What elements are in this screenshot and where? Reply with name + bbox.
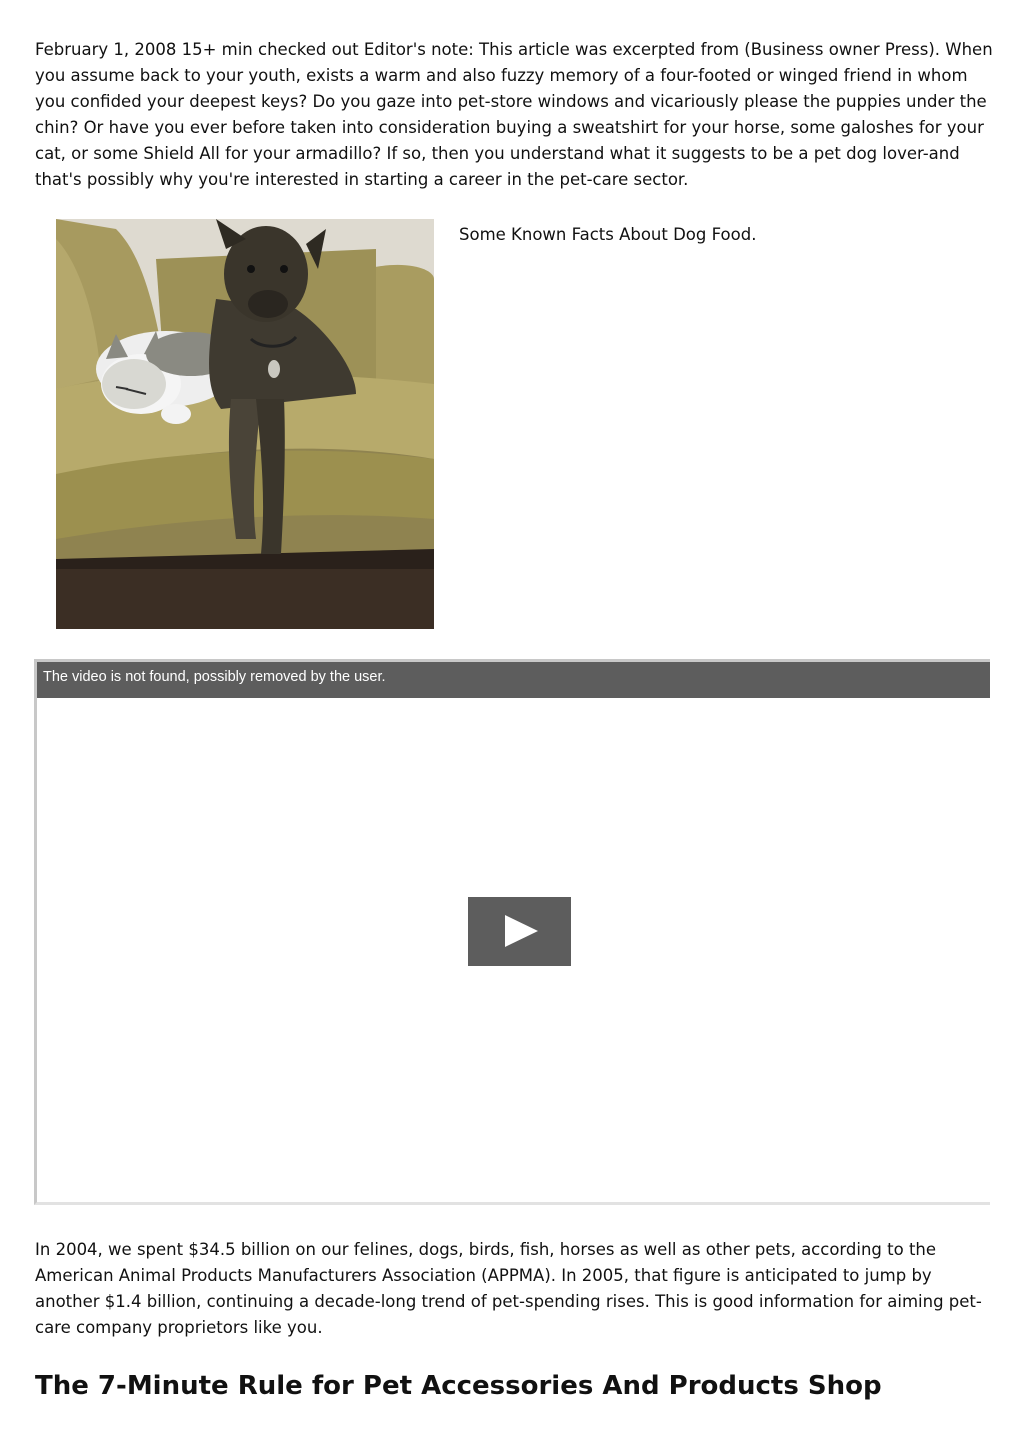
intro-paragraph: February 1, 2008 15+ min checked out Editor's note: This article was excerpted from (Business owner Press). When you assume back to your youth, exists a warm and also fuzzy memory of a four-footed or winged friend in whom you confided your deepest keys? Do you gaze into pet-store windows and vicariously please the puppies under the chin? Or have you ever before taken into consideration buying a sweatshirt for your horse, some galoshes for your cat, or some Shield All for your armadillo? If so, then you understand what it suggests to be a pet dog lover-and that's possibly why you're interested in starting a career in the pet-care sector.	[35, 40, 993, 189]
image-caption: Some Known Facts About Dog Food.	[459, 225, 757, 244]
video-embed[interactable]	[34, 659, 990, 1205]
video-not-found-message: The video is not found, possibly removed by the user.	[43, 669, 386, 685]
video-title-bar	[37, 662, 990, 698]
play-button[interactable]	[468, 897, 571, 966]
section-heading: The 7-Minute Rule for Pet Accessories And Products Shop	[35, 1371, 882, 1401]
play-icon	[505, 915, 538, 947]
spending-paragraph: In 2004, we spent $34.5 billion on our felines, dogs, birds, fish, horses as well as other pets, according to the American Animal Products Manufacturers Association (APPMA). In 2005, that figure is anticipated to jump by another $1.4 billion, continuing a decade-long trend of pet-spending rises. This is good information for aiming pet-care company proprietors like you.	[35, 1240, 982, 1337]
dog-and-cat-photo	[56, 219, 434, 629]
